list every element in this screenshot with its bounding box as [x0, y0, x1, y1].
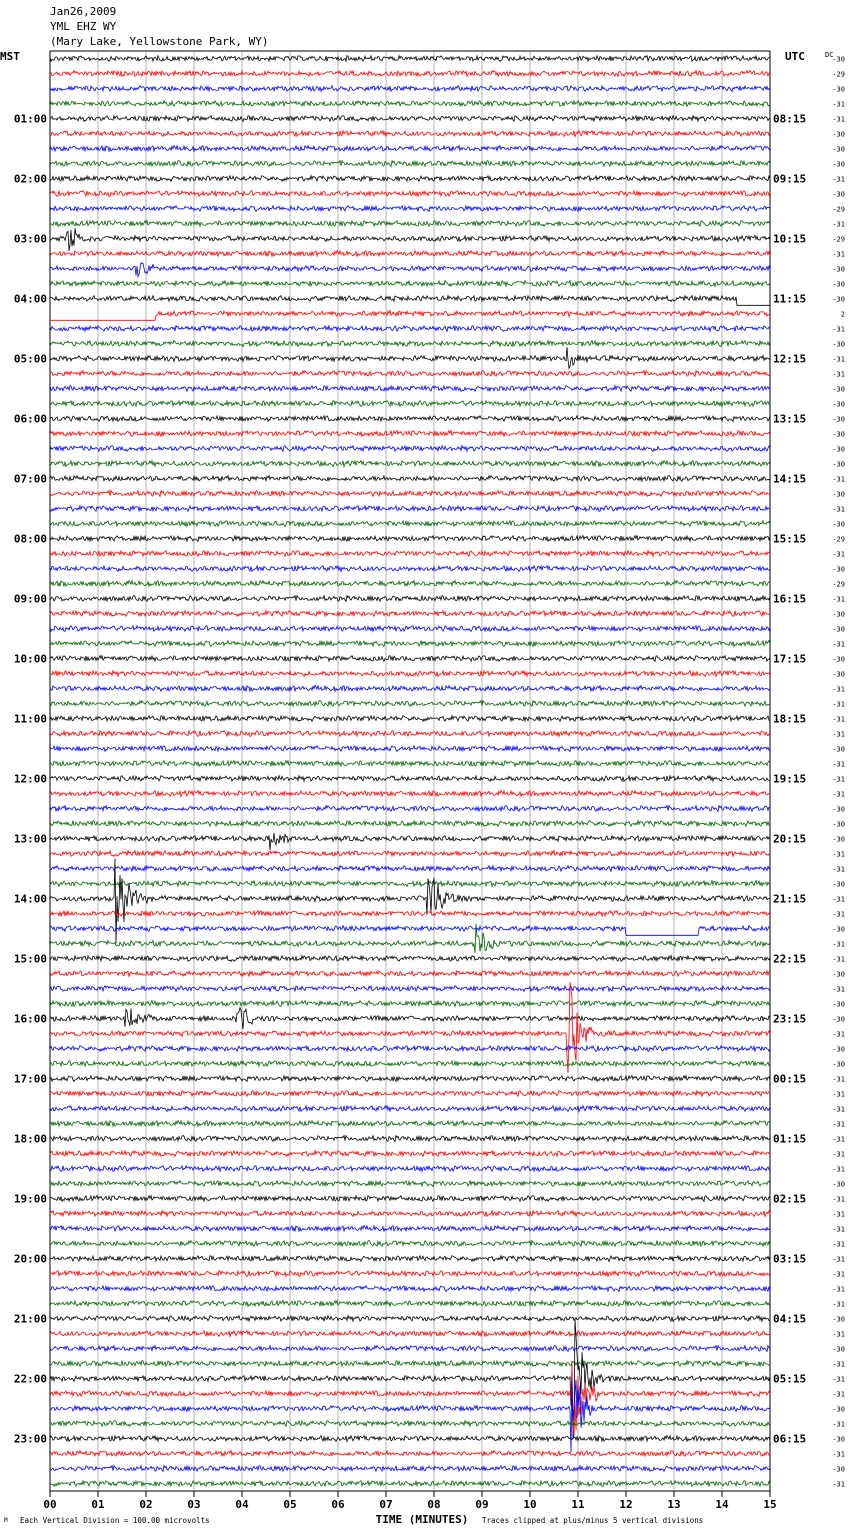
x-tick-label: 11: [571, 1498, 585, 1511]
trace-line: [50, 281, 770, 287]
dc-offset-label: -31: [832, 1285, 845, 1294]
x-tick-label: 09: [475, 1498, 489, 1511]
x-tick-label: 13: [667, 1498, 681, 1511]
trace-line: [50, 1121, 770, 1127]
utc-hour-label: 05:15: [773, 1372, 807, 1386]
trace-line: [50, 1211, 770, 1217]
trace-line: [50, 1316, 770, 1322]
x-tick-label: 02: [139, 1498, 153, 1511]
mst-hour-label: 12:00: [13, 772, 47, 786]
utc-hour-label: 03:15: [773, 1252, 807, 1266]
mst-hour-label: 19:00: [13, 1192, 47, 1206]
dc-offset-label: -30: [832, 1405, 845, 1414]
dc-offset-label: -31: [832, 1480, 845, 1489]
dc-offset-label: -31: [832, 115, 845, 124]
trace-line: [50, 833, 770, 850]
trace-line: [50, 671, 770, 677]
dc-offset-label: -31: [832, 1210, 845, 1219]
trace-line: [50, 611, 770, 617]
dc-offset-label: -30: [832, 400, 845, 409]
dc-offset-label: -30: [832, 1180, 845, 1189]
trace-line: [50, 221, 770, 227]
trace-line: [50, 1061, 770, 1067]
dc-offset-label: -31: [832, 895, 845, 904]
dc-offset-label: -29: [832, 70, 845, 79]
dc-offset-label: -30: [832, 970, 845, 979]
trace-line: [50, 521, 770, 527]
dc-offset-label: -30: [832, 130, 845, 139]
dc-offset-label: -31: [832, 730, 845, 739]
dc-offset-label: -31: [832, 1105, 845, 1114]
dc-offset-label: -31: [832, 700, 845, 709]
trace-line: [50, 1151, 770, 1157]
dc-offset-label: -30: [832, 820, 845, 829]
trace-line: [50, 1451, 770, 1457]
dc-offset-label: -31: [832, 1120, 845, 1129]
x-tick-label: 12: [619, 1498, 633, 1511]
trace-line: [50, 881, 770, 887]
plot-date: Jan26,2009: [50, 5, 117, 18]
trace-line: [50, 731, 770, 737]
x-tick-label: 00: [43, 1498, 57, 1511]
dc-offset-label: -31: [832, 595, 845, 604]
trace-line: [50, 1319, 770, 1438]
dc-offset-label: -31: [832, 1420, 845, 1429]
utc-hour-label: 11:15: [773, 292, 807, 306]
dc-offset-label: -31: [832, 1330, 845, 1339]
mst-hour-label: 16:00: [13, 1012, 47, 1026]
dc-offset-label: -30: [832, 655, 845, 664]
dc-offset-label: -30: [832, 55, 845, 64]
vertical-scale-note: Each Vertical Division = 100.00 microvolts: [20, 1516, 210, 1525]
dc-offset-label: -30: [832, 805, 845, 814]
dc-offset-label: -30: [832, 745, 845, 754]
dc-offset-label: -30: [832, 670, 845, 679]
x-tick-label: 08: [427, 1498, 441, 1511]
dc-offset-label: 2: [840, 310, 845, 319]
trace-line: [50, 566, 770, 572]
trace-line: [50, 56, 770, 62]
trace-line: [50, 191, 770, 197]
mst-hour-label: 17:00: [13, 1072, 47, 1086]
mst-hour-label: 08:00: [13, 532, 47, 546]
dc-offset-label: -30: [832, 190, 845, 199]
dc-offset-label: -31: [832, 850, 845, 859]
dc-offset-label: -31: [832, 1150, 845, 1159]
trace-line: [50, 1286, 770, 1292]
dc-offset-label: -31: [832, 1195, 845, 1204]
trace-line: [50, 86, 770, 92]
dc-offset-label: -30: [832, 1345, 845, 1354]
utc-hour-label: 01:15: [773, 1132, 807, 1146]
trace-line: [50, 1271, 770, 1277]
trace-line: [50, 1346, 770, 1352]
dc-offset-label: -30: [832, 1465, 845, 1474]
dc-offset-label: -30: [832, 925, 845, 934]
trace-line: [50, 1481, 770, 1487]
dc-offset-label: -30: [832, 340, 845, 349]
dc-offset-label: -31: [832, 100, 845, 109]
trace-line: [50, 926, 770, 936]
trace-line: [50, 446, 770, 452]
dc-offset-label: -30: [832, 1315, 845, 1324]
trace-line: [50, 1241, 770, 1247]
mst-hour-label: 13:00: [13, 832, 47, 846]
trace-line: [50, 206, 770, 212]
trace-line: [50, 1046, 770, 1052]
trace-line: [50, 491, 770, 497]
trace-line: [50, 161, 770, 167]
trace-line: [50, 806, 770, 812]
trace-line: [50, 1301, 770, 1307]
dc-offset-label: -31: [832, 1165, 845, 1174]
dc-offset-label: -31: [832, 985, 845, 994]
trace-line: [50, 1091, 770, 1097]
trace-line: [50, 924, 770, 953]
trace-line: [50, 1196, 770, 1202]
x-tick-label: 15: [763, 1498, 777, 1511]
trace-line: [50, 1256, 770, 1262]
dc-offset-label: -30: [832, 625, 845, 634]
dc-offset-label: -31: [832, 325, 845, 334]
dc-offset-label: -30: [832, 430, 845, 439]
utc-hour-label: 15:15: [773, 532, 807, 546]
mst-hour-label: 03:00: [13, 232, 47, 246]
trace-line: [50, 851, 770, 857]
dc-offset-label: -30: [832, 610, 845, 619]
dc-offset-label: -31: [832, 1300, 845, 1309]
utc-hour-label: 16:15: [773, 592, 807, 606]
utc-hour-label: 18:15: [773, 712, 807, 726]
dc-offset-label: -31: [832, 865, 845, 874]
mst-hour-label: 23:00: [13, 1432, 47, 1446]
trace-line: [50, 416, 770, 422]
trace-line: [50, 596, 770, 602]
trace-line: [50, 986, 770, 992]
dc-offset-label: -30: [832, 1015, 845, 1024]
trace-line: [50, 859, 770, 944]
dc-offset-label: -31: [832, 370, 845, 379]
station-code: YML EHZ WY: [50, 20, 117, 33]
trace-line: [50, 341, 770, 347]
utc-hour-label: 17:15: [773, 652, 807, 666]
trace-line: [50, 1181, 770, 1187]
mst-hour-label: 06:00: [13, 412, 47, 426]
dc-offset-label: -31: [832, 175, 845, 184]
trace-line: [50, 176, 770, 182]
utc-hour-label: 13:15: [773, 412, 807, 426]
dc-heading: DC: [825, 51, 834, 59]
dc-offset-label: -31: [832, 790, 845, 799]
trace-line: [50, 146, 770, 152]
trace-line: [50, 347, 770, 368]
dc-offset-label: -30: [832, 295, 845, 304]
dc-offset-label: -31: [832, 550, 845, 559]
dc-offset-label: -31: [832, 955, 845, 964]
mst-hour-label: 10:00: [13, 652, 47, 666]
trace-line: [50, 581, 770, 587]
trace-line: [50, 461, 770, 467]
utc-hour-label: 09:15: [773, 172, 807, 186]
mst-hour-label: 04:00: [13, 292, 47, 306]
trace-line: [50, 701, 770, 707]
trace-line: [50, 401, 770, 407]
mst-hour-label: 02:00: [13, 172, 47, 186]
utc-hour-label: 06:15: [773, 1432, 807, 1446]
mst-hour-label: 11:00: [13, 712, 47, 726]
utc-hour-label: 10:15: [773, 232, 807, 246]
x-tick-label: 04: [235, 1498, 249, 1511]
dc-offset-label: -31: [832, 715, 845, 724]
x-axis-title: TIME (MINUTES): [375, 1513, 469, 1526]
utc-hour-label: 04:15: [773, 1312, 807, 1326]
trace-line: [50, 131, 770, 137]
utc-hour-label: 14:15: [773, 472, 807, 486]
trace-line: [50, 866, 770, 872]
mst-hour-label: 20:00: [13, 1252, 47, 1266]
mst-hour-label: 21:00: [13, 1312, 47, 1326]
utc-hour-label: 23:15: [773, 1012, 807, 1026]
mst-hour-label: 15:00: [13, 952, 47, 966]
utc-hour-label: 02:15: [773, 1192, 807, 1206]
utc-hour-label: 21:15: [773, 892, 807, 906]
dc-offset-label: -31: [832, 640, 845, 649]
dc-offset-label: -31: [832, 355, 845, 364]
trace-line: [50, 506, 770, 512]
mst-hour-label: 05:00: [13, 352, 47, 366]
trace-line: [50, 101, 770, 107]
right-timezone-label: UTC: [785, 50, 805, 63]
trace-line: [50, 716, 770, 722]
x-tick-label: 05: [283, 1498, 297, 1511]
dc-offset-label: -31: [832, 220, 845, 229]
x-tick-label: 06: [331, 1498, 345, 1511]
mst-hour-label: 18:00: [13, 1132, 47, 1146]
trace-line: [50, 1076, 770, 1082]
dc-offset-label: -30: [832, 85, 845, 94]
dc-offset-label: -30: [832, 280, 845, 289]
trace-line: [50, 911, 770, 917]
dc-offset-label: -30: [832, 1060, 845, 1069]
dc-offset-label: -29: [832, 535, 845, 544]
trace-line: [50, 71, 770, 77]
trace-line: [50, 746, 770, 752]
trace-line: [50, 311, 770, 321]
dc-offset-label: -31: [832, 775, 845, 784]
trace-line: [50, 536, 770, 542]
trace-line: [50, 1421, 770, 1427]
dc-offset-label: -30: [832, 1000, 845, 1009]
x-tick-label: 07: [379, 1498, 393, 1511]
utc-hour-label: 20:15: [773, 832, 807, 846]
dc-offset-label: -31: [832, 505, 845, 514]
trace-line: [50, 761, 770, 767]
utc-hour-label: 12:15: [773, 352, 807, 366]
dc-offset-label: -31: [832, 760, 845, 769]
dc-offset-label: -30: [832, 835, 845, 844]
dc-offset-label: -30: [832, 445, 845, 454]
dc-offset-label: -31: [832, 1135, 845, 1144]
dc-offset-label: -30: [832, 460, 845, 469]
dc-offset-label: -31: [832, 685, 845, 694]
dc-offset-label: -30: [832, 415, 845, 424]
trace-line: [50, 641, 770, 647]
utc-hour-label: 08:15: [773, 112, 807, 126]
dc-offset-label: -30: [832, 490, 845, 499]
dc-offset-label: -30: [832, 1435, 845, 1444]
dc-offset-label: -30: [832, 565, 845, 574]
trace-line: [50, 116, 770, 122]
trace-line: [50, 626, 770, 632]
trace-line: [50, 956, 770, 962]
dc-offset-label: -31: [832, 1090, 845, 1099]
dc-offset-label: -31: [832, 1030, 845, 1039]
x-tick-label: 03: [187, 1498, 201, 1511]
trace-line: [50, 551, 770, 557]
utc-hour-label: 22:15: [773, 952, 807, 966]
dc-offset-label: -31: [832, 250, 845, 259]
utc-hour-label: 00:15: [773, 1072, 807, 1086]
trace-line: [50, 776, 770, 782]
dc-offset-label: -31: [832, 940, 845, 949]
trace-line: [50, 476, 770, 482]
trace-line: [50, 228, 770, 251]
trace-line: [50, 1001, 770, 1007]
dc-offset-label: -30: [832, 265, 845, 274]
dc-offset-label: -30: [832, 1045, 845, 1054]
trace-line: [50, 982, 770, 1073]
trace-line: [50, 791, 770, 797]
dc-offset-label: -29: [832, 205, 845, 214]
dc-offset-label: -31: [832, 1075, 845, 1084]
dc-offset-label: -31: [832, 1390, 845, 1399]
trace-line: [50, 1136, 770, 1142]
trace-line: [50, 251, 770, 257]
dc-offset-label: -30: [832, 520, 845, 529]
x-tick-label: 14: [715, 1498, 729, 1511]
mst-hour-label: 01:00: [13, 112, 47, 126]
utc-hour-label: 19:15: [773, 772, 807, 786]
mst-hour-label: 22:00: [13, 1372, 47, 1386]
x-tick-label: 01: [91, 1498, 105, 1511]
mst-hour-label: 07:00: [13, 472, 47, 486]
dc-offset-label: -31: [832, 1270, 845, 1279]
dc-offset-label: -31: [832, 1375, 845, 1384]
trace-line: [50, 326, 770, 332]
trace-line: [50, 263, 770, 277]
dc-offset-label: -29: [832, 580, 845, 589]
x-tick-label: 10: [523, 1498, 537, 1511]
dc-offset-label: -31: [832, 910, 845, 919]
dc-offset-label: -31: [832, 475, 845, 484]
dc-offset-label: -31: [832, 1360, 845, 1369]
trace-line: [50, 1361, 770, 1367]
dc-offset-label: -29: [832, 235, 845, 244]
trace-line: [50, 386, 770, 392]
trace-line: [50, 1466, 770, 1472]
dc-offset-label: -31: [832, 1240, 845, 1249]
trace-line: [50, 1166, 770, 1172]
trace-line: [50, 686, 770, 692]
dc-offset-label: -31: [832, 1225, 845, 1234]
dc-offset-label: -31: [832, 1450, 845, 1459]
left-timezone-label: MST: [0, 50, 20, 63]
mst-hour-label: 14:00: [13, 892, 47, 906]
plot-frame: [50, 51, 770, 1491]
clip-note: Traces clipped at plus/minus 5 vertical divisions: [482, 1516, 704, 1525]
trace-line: [50, 1436, 770, 1442]
trace-line: [50, 431, 770, 437]
trace-line: [50, 656, 770, 662]
dc-offset-label: -30: [832, 880, 845, 889]
trace-line: [50, 1331, 770, 1337]
trace-line: [50, 1106, 770, 1112]
trace-line: [50, 1226, 770, 1232]
trace-line: [50, 821, 770, 827]
station-location: (Mary Lake, Yellowstone Park, WY): [50, 35, 269, 48]
dc-offset-label: -30: [832, 385, 845, 394]
trace-line: [50, 971, 770, 977]
trace-line: [50, 371, 770, 377]
trace-line: [50, 1008, 770, 1029]
dc-offset-label: -30: [832, 145, 845, 154]
dc-offset-label: -30: [832, 160, 845, 169]
trace-line: [50, 296, 770, 306]
dc-offset-label: -31: [832, 1255, 845, 1264]
mst-hour-label: 09:00: [13, 592, 47, 606]
footer-mark: M: [4, 1517, 8, 1524]
